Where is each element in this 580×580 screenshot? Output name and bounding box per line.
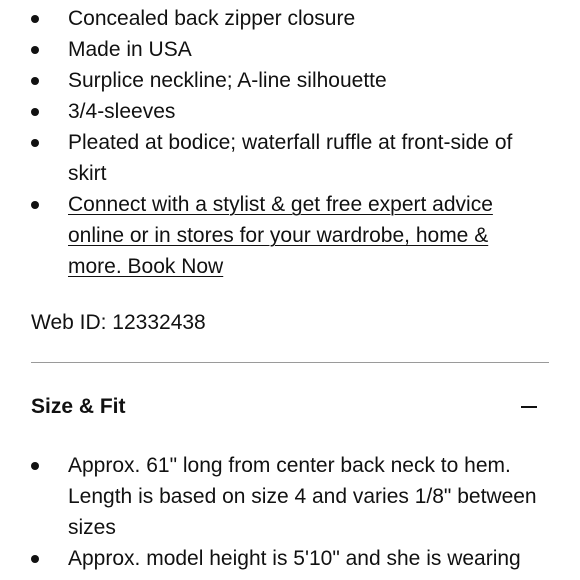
bullet-dot bbox=[31, 108, 39, 116]
section-divider bbox=[31, 362, 549, 363]
bullet-dot bbox=[31, 139, 39, 147]
list-item-text: Approx. 61" long from center back neck to hem. Length is based on size 4 and varies 1/8" between sizes bbox=[68, 454, 537, 539]
list-item-text: Concealed back zipper closure bbox=[68, 7, 356, 30]
list-item bbox=[0, 127, 580, 189]
bullet-dot bbox=[31, 201, 39, 209]
size-fit-accordion-header[interactable] bbox=[31, 387, 549, 427]
list-item bbox=[0, 65, 580, 96]
size-fit-title: Size & Fit bbox=[31, 395, 126, 418]
list-item bbox=[0, 543, 580, 574]
list-item bbox=[0, 3, 580, 34]
size-fit-list bbox=[0, 450, 580, 574]
list-item bbox=[0, 450, 580, 543]
list-item bbox=[0, 34, 580, 65]
list-item-text: Pleated at bodice; waterfall ruffle at front-side of skirt bbox=[68, 131, 513, 185]
bullet-dot bbox=[31, 77, 39, 85]
stylist-book-now-link[interactable]: Connect with a stylist & get free expert advice online or in stores for your wardrobe, home & more. Book Now bbox=[68, 193, 493, 278]
details-list bbox=[0, 3, 580, 282]
list-item-text: 3/4-sleeves bbox=[68, 100, 176, 123]
bullet-dot bbox=[31, 462, 39, 470]
web-id: Web ID: 12332438 bbox=[31, 311, 206, 334]
minus-icon[interactable] bbox=[521, 406, 537, 408]
list-item-text: Made in USA bbox=[68, 38, 192, 61]
list-item bbox=[0, 189, 580, 282]
list-item bbox=[0, 96, 580, 127]
list-item-text: Approx. model height is 5'10" and she is wearing bbox=[68, 547, 521, 570]
list-item-text: Surplice neckline; A-line silhouette bbox=[68, 69, 387, 92]
bullet-dot bbox=[31, 555, 39, 563]
bullet-dot bbox=[31, 46, 39, 54]
bullet-dot bbox=[31, 15, 39, 23]
